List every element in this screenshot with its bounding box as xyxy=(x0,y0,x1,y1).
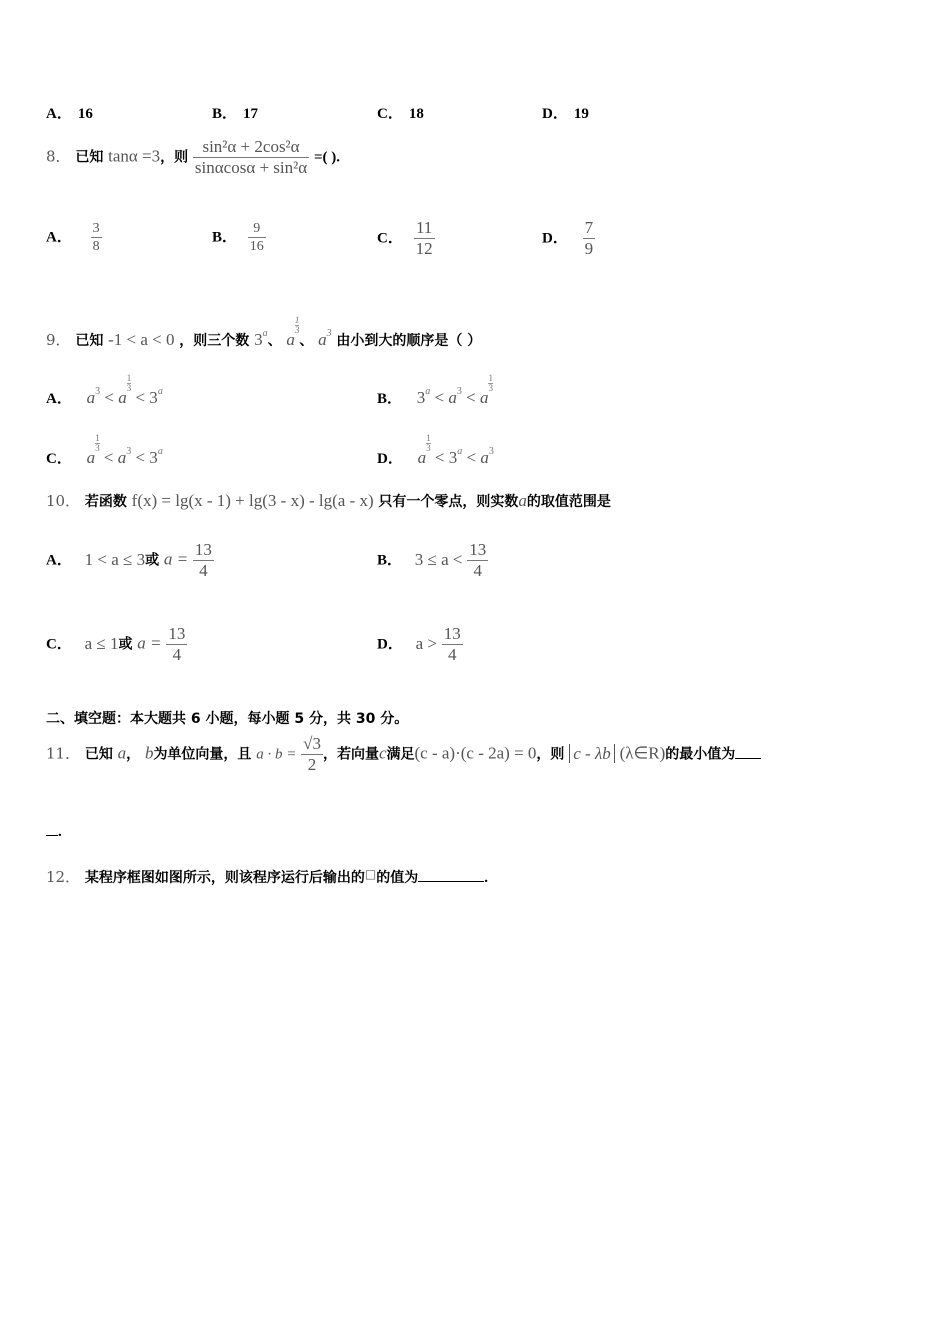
question-10: 10． 若函数 f(x) = lg(x - 1) + lg(3 - x) - lg(a - x) 只有一个零点，则实数a的取值范围是 xyxy=(46,491,611,510)
q9-option-a: A． $a^3 < a$ $^{\frac{1}{3}}$ < $3^a$ xyxy=(46,373,163,407)
answer-blank[interactable] xyxy=(418,881,484,882)
q8-option-d: D． $\frac{7}{9}$ xyxy=(542,218,594,258)
q9-option-b: B． $3^a < a^3 < a$ $^{\frac{1}{3}}$ xyxy=(377,373,493,407)
question-11-continuation: . xyxy=(46,822,62,841)
q7-option-a: A． 16 xyxy=(46,106,93,122)
section-2-title: 二、填空题：本大题共 6 小题，每小题 5 分，共 30 分。 xyxy=(46,711,409,727)
placeholder-box-icon: □ xyxy=(364,867,377,881)
q10-option-a: A． 1 < a ≤ 3或 a = $\frac{13}{4}$ xyxy=(46,540,212,580)
question-11: 11． 已知 a， b为单位向量，且 a · b = $\frac{√3}{2}$ ，若向量c满足(c - a)·(c - 2a) = 0，则 c - λb (λ∈R)的最小值为 xyxy=(46,734,761,775)
q8-option-a: A． $\frac{3}{8}$ xyxy=(46,221,100,254)
q10-option-d: D． a > $\frac{13}{4}$ xyxy=(377,624,461,664)
q8-fraction: $\frac{\text{sin²α + 2cos²α}}{\text{sinαcosα + sin²α}}$ xyxy=(194,137,308,177)
q10-option-b: B． 3 ≤ a < $\frac{13}{4}$ xyxy=(377,540,487,580)
question-9: 9． 已知 -1 < a < 0 ，则三个数 3$^a$、 a $^{\frac{1}{3}}$ 、 $a^3$ 由小到大的顺序是（ ） xyxy=(46,315,482,349)
q10-option-c: C． a ≤ 1或 a = $\frac{13}{4}$ xyxy=(46,624,186,664)
q7-option-d: D． 19 xyxy=(542,106,589,122)
q9-option-d: D． a $^{\frac{1}{3}}$ < $3^a < a^3$ xyxy=(377,433,494,467)
q7-option-c: C． 18 xyxy=(377,106,424,122)
question-8: 8． 已知 tanα =3，则 $\frac{\text{sin²α + 2cos²α}}{\text{sinαcosα + sin²α}}$ =( ). xyxy=(46,137,340,177)
q8-option-c: C． $\frac{11}{12}$ xyxy=(377,218,433,258)
q9-option-c: C． a $^{\frac{1}{3}}$ < $a^3 < 3^a$ xyxy=(46,433,163,467)
q7-option-b: B． 17 xyxy=(212,106,259,122)
question-12: 12． 某程序框图如图所示，则该程序运行后输出的□的值为 . xyxy=(46,867,488,886)
q8-option-b: B． $\frac{9}{16}$ xyxy=(212,221,264,254)
